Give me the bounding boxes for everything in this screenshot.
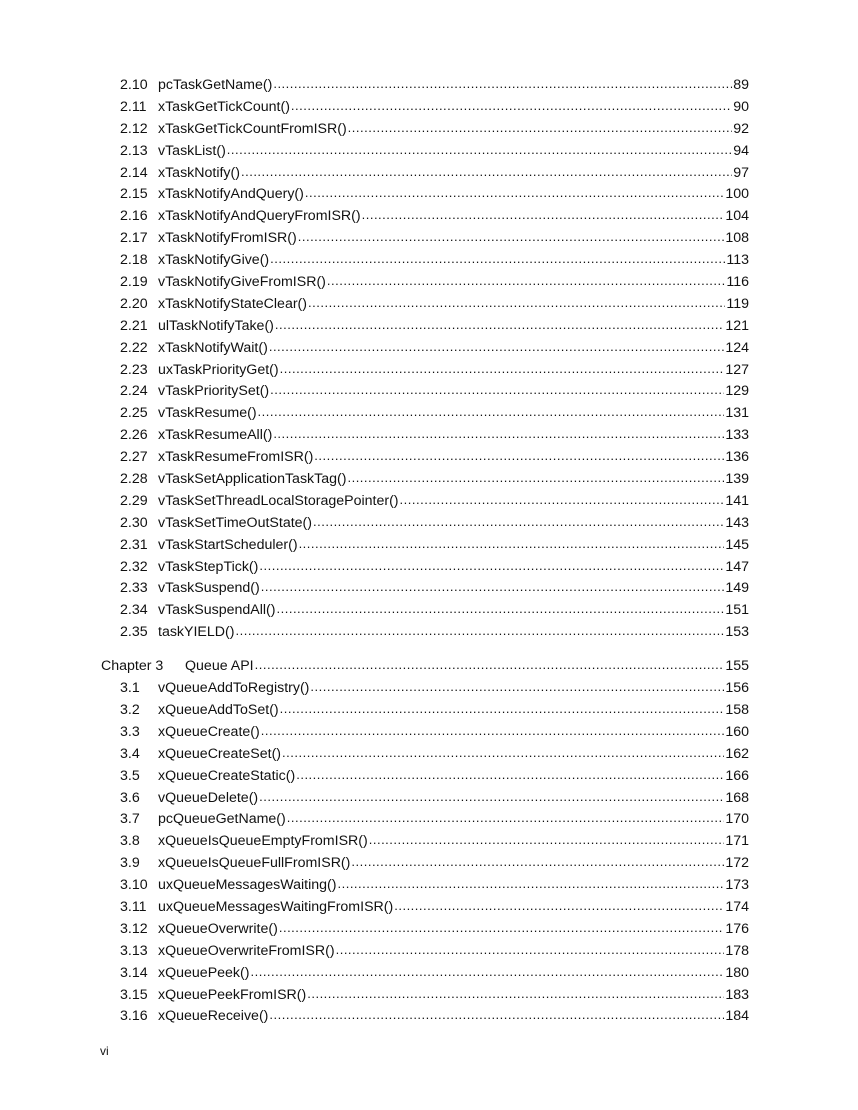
section-number: 2.21 (120, 317, 148, 334)
section-title: xQueueOverwrite() (158, 920, 278, 937)
section-page-number: 172 (725, 855, 749, 872)
section-page-number: 145 (725, 536, 749, 553)
dot-leader (308, 292, 725, 314)
section-number: 2.16 (120, 208, 148, 225)
dot-leader (307, 983, 724, 1005)
toc-entry[interactable] (101, 830, 749, 852)
section-title: xTaskNotifyFromISR() (158, 230, 297, 247)
section-number: 3.11 (120, 898, 147, 915)
section-number: 3.15 (120, 986, 148, 1003)
dot-leader (227, 139, 732, 161)
toc-entry[interactable] (101, 446, 749, 468)
dot-leader (269, 1004, 724, 1026)
section-title: xTaskNotifyStateClear() (158, 295, 308, 312)
section-number: 3.1 (120, 680, 140, 697)
toc-entry[interactable] (101, 315, 749, 337)
section-number: 2.12 (120, 120, 148, 137)
toc-entry[interactable] (101, 765, 749, 787)
toc-entry[interactable] (101, 380, 749, 402)
toc-entry[interactable] (101, 512, 749, 534)
section-title: uxQueueMessagesWaiting() (158, 877, 337, 894)
dot-leader (296, 764, 724, 786)
section-page-number: 94 (733, 142, 749, 159)
section-title: xTaskResumeFromISR() (158, 449, 314, 466)
section-number: 3.3 (120, 723, 140, 740)
section-title: uxTaskPriorityGet() (158, 361, 279, 378)
section-title: vTaskSuspend() (158, 580, 260, 597)
dot-leader (347, 467, 724, 489)
dot-leader (314, 445, 724, 467)
section-number: 2.32 (120, 558, 148, 575)
section-page-number: 89 (733, 77, 749, 93)
toc-entry[interactable] (101, 940, 749, 962)
section-page-number: 178 (725, 942, 749, 959)
dot-leader (261, 720, 725, 742)
section-title: xTaskNotifyGive() (158, 252, 270, 269)
section-number: 2.25 (120, 405, 148, 422)
section-number: 2.24 (120, 383, 148, 400)
section-number: 3.16 (120, 1008, 148, 1025)
section-page-number: 170 (725, 811, 749, 828)
dot-leader (269, 336, 725, 358)
toc-entry[interactable] (101, 699, 749, 721)
section-number: 3.10 (120, 877, 148, 894)
section-number: 2.23 (120, 361, 148, 378)
section-page-number: 168 (725, 789, 749, 806)
section-number: 2.34 (120, 602, 148, 619)
dot-leader (299, 533, 725, 555)
section-page-number: 108 (725, 230, 749, 247)
section-page-number: 153 (725, 624, 749, 641)
section-number: 3.13 (120, 942, 148, 959)
section-number: 3.7 (120, 811, 140, 828)
section-number: 2.35 (120, 624, 148, 641)
section-title: xTaskNotify() (158, 164, 240, 181)
section-page-number: 184 (725, 1008, 749, 1025)
section-number: 2.29 (120, 492, 148, 509)
section-page-number: 183 (725, 986, 749, 1003)
section-page-number: 160 (725, 723, 749, 740)
dot-leader (287, 807, 725, 829)
section-page-number: 180 (725, 964, 749, 981)
section-page-number: 139 (725, 471, 749, 488)
toc-entry[interactable] (101, 787, 749, 809)
section-number: 2.15 (120, 186, 148, 203)
dot-leader (277, 598, 725, 620)
section-number: 3.8 (120, 833, 140, 850)
dot-leader (259, 786, 724, 808)
section-page-number: 173 (725, 877, 749, 894)
section-page-number: 100 (725, 186, 749, 203)
dot-leader (273, 73, 732, 95)
dot-leader (279, 917, 724, 939)
section-title: xQueueCreateSet() (158, 745, 282, 762)
section-number: 2.11 (120, 98, 147, 115)
section-page-number: 90 (733, 98, 749, 115)
toc-entry[interactable] (101, 227, 749, 249)
dot-leader (275, 314, 724, 336)
toc-entry[interactable] (101, 96, 749, 118)
toc-entry[interactable] (101, 183, 749, 205)
dot-leader (348, 117, 733, 139)
section-page-number: 131 (725, 405, 749, 422)
chapter-label: Chapter 3 (101, 658, 164, 675)
section-page-number: 174 (725, 898, 749, 915)
toc-section-group-chapter-3 (101, 677, 749, 1027)
section-page-number: 136 (725, 449, 749, 466)
section-page-number: 113 (726, 252, 749, 269)
toc-entry[interactable] (101, 402, 749, 424)
toc-entry[interactable] (101, 743, 749, 765)
section-title: xQueueReceive() (158, 1008, 269, 1025)
section-title: vTaskSetApplicationTaskTag() (158, 471, 347, 488)
section-number: 3.14 (120, 964, 148, 981)
dot-leader (337, 873, 724, 895)
section-title: xQueueCreate() (158, 723, 260, 740)
chapter-page-number: 155 (725, 658, 749, 675)
toc-entry[interactable] (101, 490, 749, 512)
section-page-number: 158 (725, 701, 749, 718)
section-page-number: 143 (725, 514, 749, 531)
section-page-number: 147 (725, 558, 749, 575)
toc-entry[interactable] (101, 721, 749, 743)
section-page-number: 133 (725, 427, 749, 444)
section-page-number: 92 (733, 120, 749, 137)
dot-leader (241, 161, 732, 183)
section-title: pcQueueGetName() (158, 811, 286, 828)
dot-leader (259, 555, 724, 577)
section-number: 2.14 (120, 164, 148, 181)
toc-entry[interactable] (101, 534, 749, 556)
toc-entry[interactable] (101, 962, 749, 984)
section-title: taskYIELD() (158, 624, 235, 641)
section-title: vTaskResume() (158, 405, 257, 422)
toc-chapter-entry[interactable] (101, 655, 749, 677)
dot-leader (394, 895, 724, 917)
dot-leader (250, 961, 724, 983)
section-title: vTaskPrioritySet() (158, 383, 270, 400)
section-page-number: 162 (725, 745, 749, 762)
section-title: xTaskGetTickCount() (158, 98, 290, 115)
toc-entry[interactable] (101, 162, 749, 184)
section-number: 2.27 (120, 449, 148, 466)
dot-leader (273, 423, 724, 445)
toc-entry[interactable] (101, 140, 749, 162)
section-title: vTaskSuspendAll() (158, 602, 276, 619)
toc-entry[interactable] (101, 293, 749, 315)
section-number: 3.6 (120, 789, 140, 806)
dot-leader (235, 620, 724, 642)
dot-leader (336, 939, 725, 961)
section-title: vTaskList() (158, 142, 226, 159)
section-title: vQueueAddToRegistry() (158, 680, 310, 697)
toc-entry[interactable] (101, 359, 749, 381)
dot-leader (280, 358, 725, 380)
section-number: 3.5 (120, 767, 140, 784)
section-number: 2.19 (120, 274, 148, 291)
section-page-number: 141 (725, 492, 749, 509)
section-number: 2.33 (120, 580, 148, 597)
section-page-number: 156 (725, 680, 749, 697)
toc-section-group-chapter-2 (101, 74, 749, 643)
footer-page-number: vi (100, 1044, 109, 1058)
dot-leader (261, 576, 725, 598)
section-page-number: 151 (725, 602, 749, 619)
toc-entry[interactable] (101, 874, 749, 896)
section-number: 2.17 (120, 230, 148, 247)
dot-leader (258, 401, 725, 423)
section-title: xTaskNotifyAndQueryFromISR() (158, 208, 361, 225)
section-page-number: 149 (725, 580, 749, 597)
section-number: 2.20 (120, 295, 148, 312)
section-page-number: 116 (726, 274, 749, 291)
chapter-title: Queue API (185, 658, 254, 675)
toc-entry[interactable] (101, 918, 749, 940)
section-number: 2.31 (120, 536, 148, 553)
toc-entry[interactable] (101, 677, 749, 699)
dot-leader (282, 742, 724, 764)
toc-entry[interactable] (101, 118, 749, 140)
toc-entry[interactable] (101, 74, 749, 96)
dot-leader (305, 182, 724, 204)
toc-entry[interactable] (101, 577, 749, 599)
section-number: 2.13 (120, 142, 148, 159)
section-number: 2.18 (120, 252, 148, 269)
section-title: ulTaskNotifyTake() (158, 317, 274, 334)
toc-entry[interactable] (101, 337, 749, 359)
section-number: 2.26 (120, 427, 148, 444)
toc-entry[interactable] (101, 621, 749, 643)
section-title: xTaskGetTickCountFromISR() (158, 120, 347, 137)
section-title: uxQueueMessagesWaitingFromISR() (158, 898, 394, 915)
dot-leader (400, 489, 725, 511)
section-page-number: 171 (725, 833, 749, 850)
section-number: 3.12 (120, 920, 148, 937)
section-title: vTaskNotifyGiveFromISR() (158, 274, 326, 291)
table-of-contents (101, 74, 749, 1027)
section-title: pcTaskGetName() (158, 77, 273, 93)
section-title: xTaskNotifyWait() (158, 339, 268, 356)
section-title: xQueueOverwriteFromISR() (158, 942, 335, 959)
dot-leader (362, 204, 725, 226)
dot-leader (291, 95, 732, 117)
section-page-number: 176 (725, 920, 749, 937)
section-page-number: 129 (725, 383, 749, 400)
section-title: xQueueIsQueueEmptyFromISR() (158, 833, 368, 850)
section-title: xQueuePeek() (158, 964, 250, 981)
section-title: vQueueDelete() (158, 789, 259, 806)
toc-entry[interactable] (101, 468, 749, 490)
dot-leader (369, 829, 725, 851)
toc-entry[interactable] (101, 984, 749, 1006)
toc-entry[interactable] (101, 271, 749, 293)
section-page-number: 104 (725, 208, 749, 225)
section-page-number: 166 (725, 767, 749, 784)
section-title: xQueueCreateStatic() (158, 767, 296, 784)
section-title: xQueueIsQueueFullFromISR() (158, 855, 351, 872)
dot-leader (310, 676, 724, 698)
dot-leader (327, 270, 725, 292)
section-title: vTaskSetThreadLocalStoragePointer() (158, 492, 399, 509)
section-page-number: 119 (726, 295, 749, 312)
toc-entry[interactable] (101, 556, 749, 578)
dot-leader (270, 248, 725, 270)
section-title: xTaskResumeAll() (158, 427, 273, 444)
section-number: 2.28 (120, 471, 148, 488)
section-title: vTaskStartScheduler() (158, 536, 298, 553)
toc-entry[interactable] (101, 1005, 749, 1027)
toc-entry[interactable] (101, 249, 749, 271)
section-title: xQueueAddToSet() (158, 701, 279, 718)
section-number: 3.2 (120, 701, 140, 718)
toc-entry[interactable] (101, 205, 749, 227)
toc-entry[interactable] (101, 599, 749, 621)
section-number: 2.22 (120, 339, 148, 356)
dot-leader (270, 379, 724, 401)
section-title: xQueuePeekFromISR() (158, 986, 307, 1003)
dot-leader (313, 511, 724, 533)
section-page-number: 124 (725, 339, 749, 356)
section-number: 2.10 (120, 77, 148, 93)
section-number: 2.30 (120, 514, 148, 531)
section-page-number: 127 (725, 361, 749, 378)
section-title: vTaskStepTick() (158, 558, 259, 575)
dot-leader (280, 698, 725, 720)
section-title: xTaskNotifyAndQuery() (158, 186, 304, 203)
section-number: 3.9 (120, 855, 140, 872)
toc-entry[interactable] (101, 896, 749, 918)
section-title: vTaskSetTimeOutState() (158, 514, 313, 531)
dot-leader (298, 226, 725, 248)
dot-leader (255, 654, 725, 676)
toc-entry[interactable] (101, 808, 749, 830)
section-number: 3.4 (120, 745, 140, 762)
dot-leader (351, 851, 724, 873)
toc-entry[interactable] (101, 424, 749, 446)
section-page-number: 97 (733, 164, 749, 181)
section-page-number: 121 (725, 317, 749, 334)
toc-entry[interactable] (101, 852, 749, 874)
